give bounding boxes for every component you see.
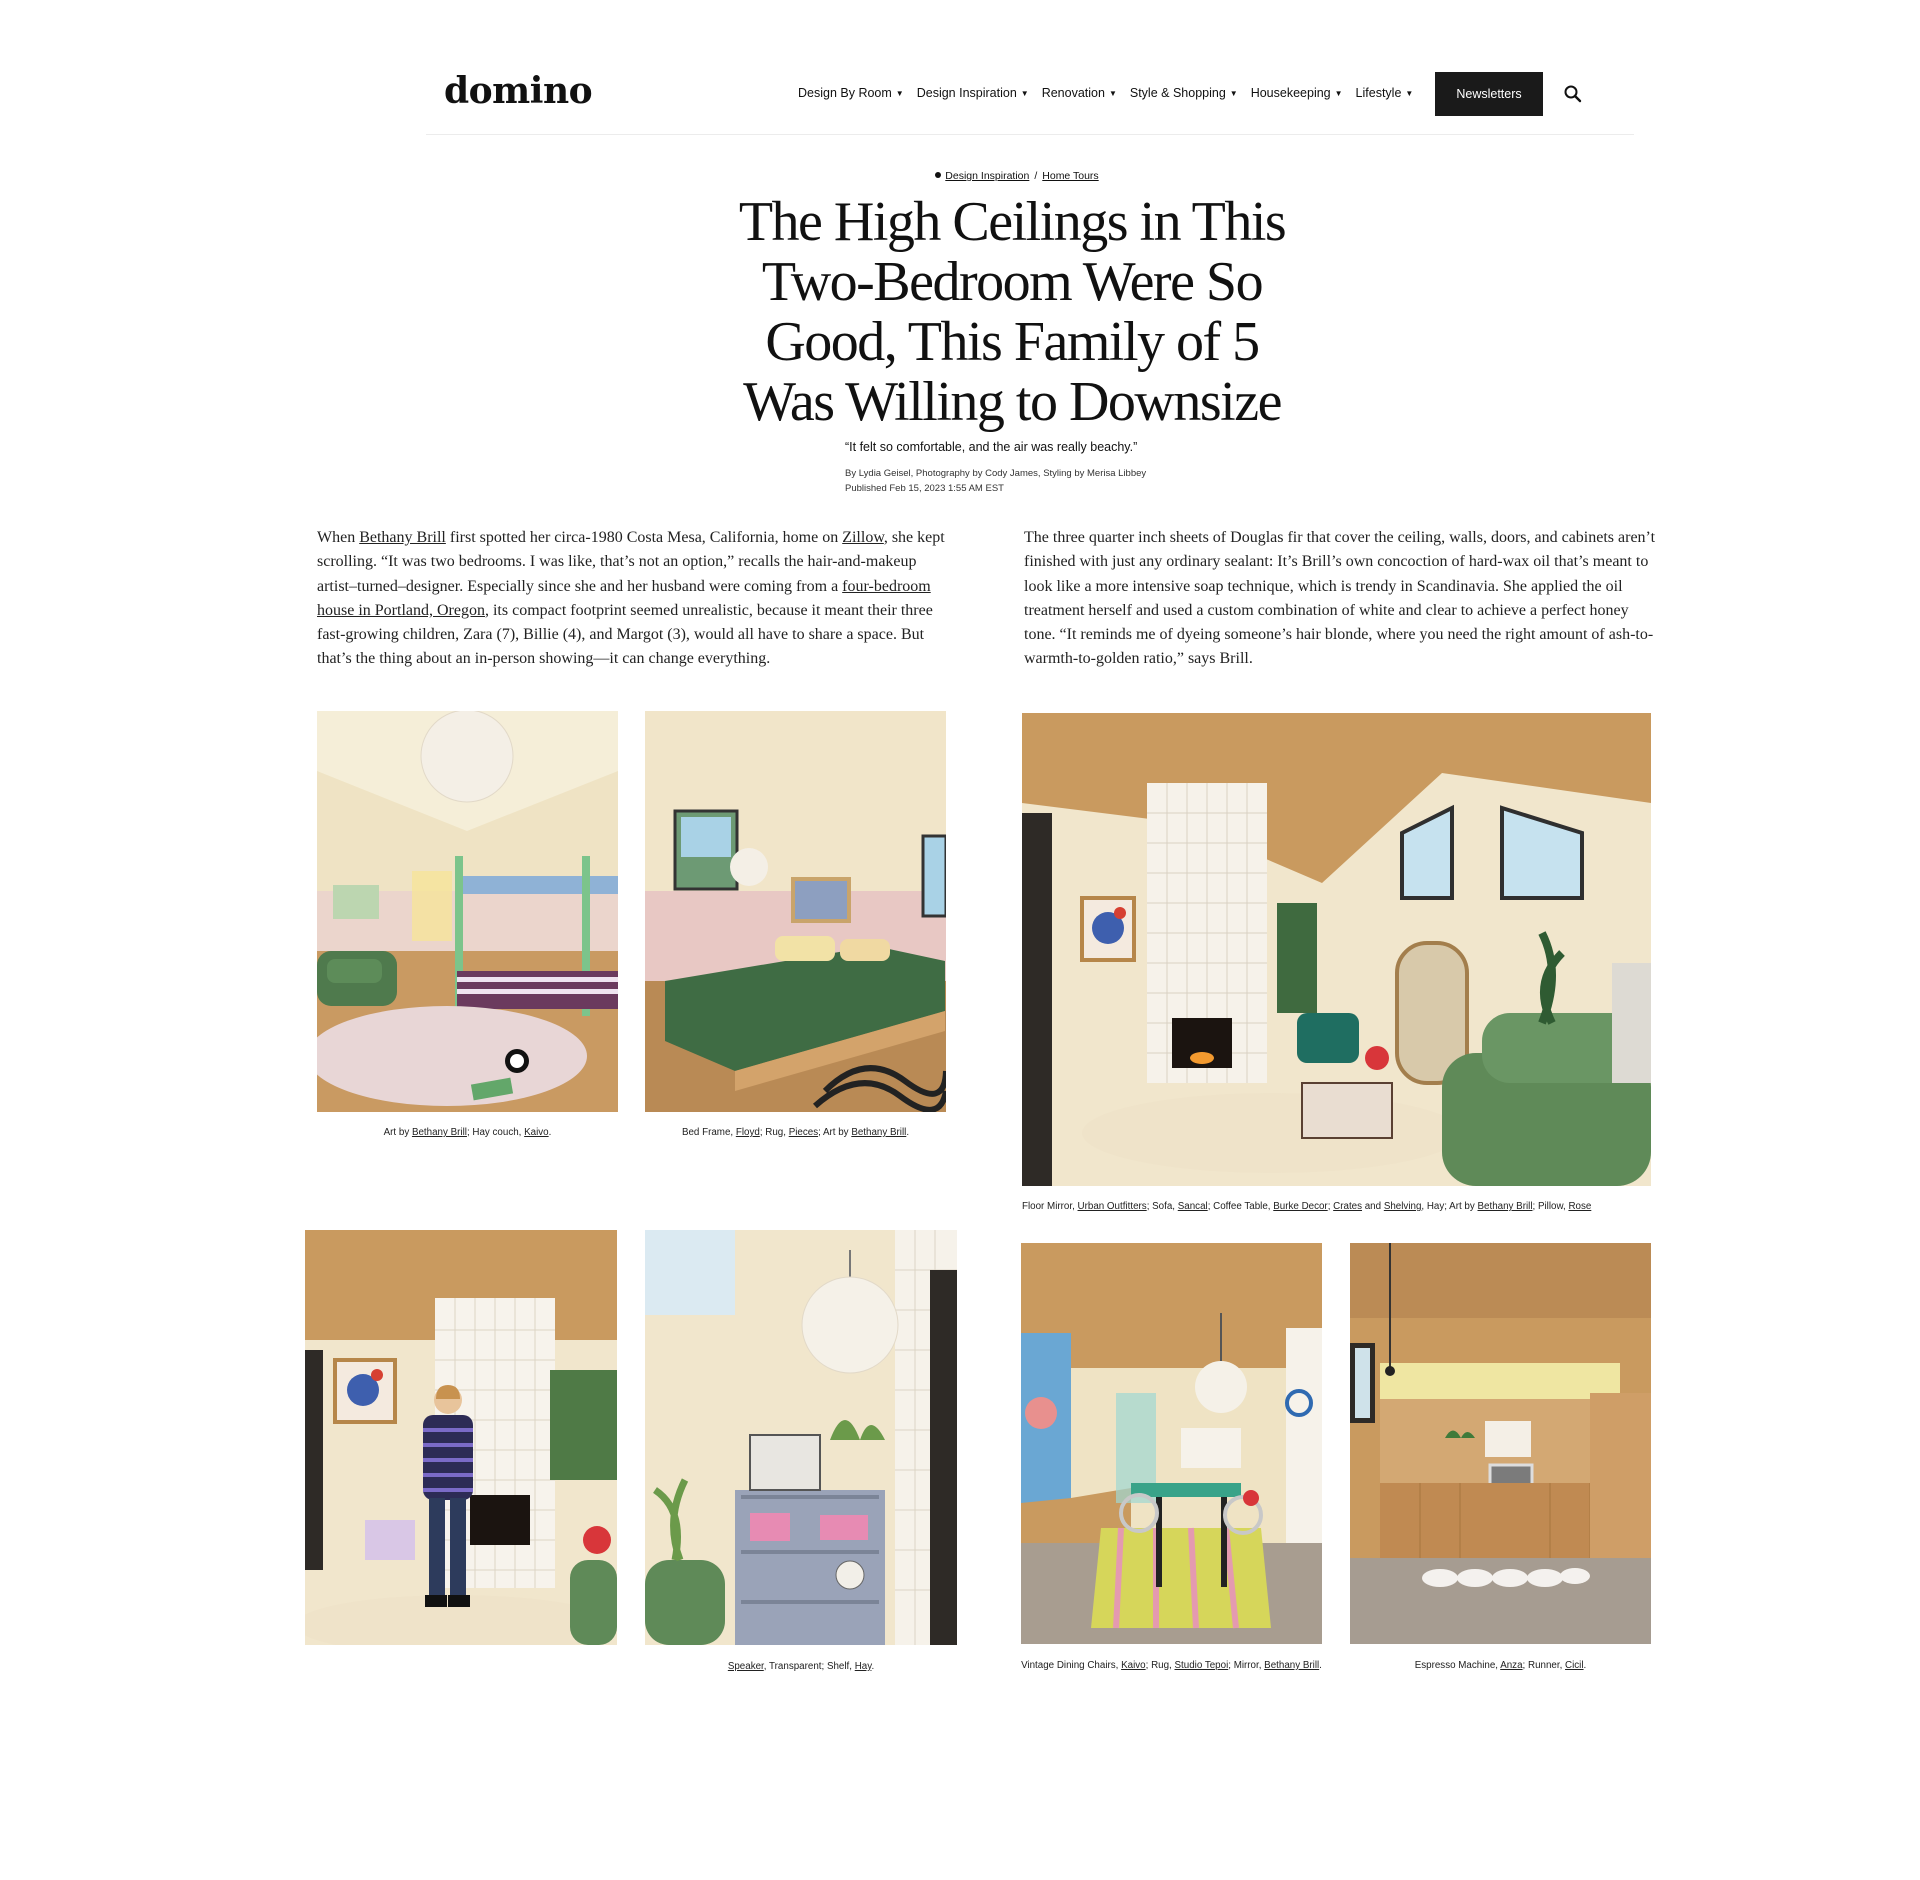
caption-text: Espresso Machine, [1414,1660,1501,1671]
body-paragraph-1: When Bethany Brill first spotted her circa-1980 Costa Mesa, California, home on Zillow, she kept scrolling. “It was two bedrooms. I was like, that’s not an option,” recalls the hair-and-makeup artist–turned–designer. Especially since she and her husband were coming from a four-bedroom house in Portland, Oregon, its compact footprint seemed unrealistic, because it meant their three fast-growing children, Zara (7), Billie (4), and Margot (3), would all have to share a space. But that’s the thing about an in-person showing—it can change everything. [317,529,945,668]
caption-link[interactable]: Anza [1500,1660,1523,1671]
byline: By Lydia Geisel, Photography by Cody James, Styling by Merisa Libbey Published Feb 15, 2023 1:55 AM EST [845,468,1147,494]
caption-text: ; Rug, [1145,1660,1175,1671]
caption-link[interactable]: Kaivo [1121,1660,1146,1671]
caption-link[interactable]: Cicil [1565,1660,1584,1671]
caption-kids-room [317,1126,618,1140]
caption-text: . [1583,1660,1587,1671]
caption-shelf [645,1660,957,1674]
link-bethany-brill[interactable]: Bethany Brill [359,529,446,546]
photo-living-room[interactable] [1022,713,1651,1186]
nav-renovation[interactable]: Renovation ▼ [1041,86,1117,100]
caption-text: ; Art by [818,1127,852,1138]
caption-link[interactable]: Crates [1333,1201,1363,1212]
photo-shelf[interactable] [645,1230,957,1645]
caption-link[interactable]: Urban Outfitters [1077,1201,1147,1212]
search-icon[interactable] [1562,83,1584,105]
nav-design-by-room[interactable]: Design By Room ▼ [798,86,904,100]
caption-link[interactable]: Sancal [1177,1201,1208,1212]
photo-bedroom[interactable] [645,711,946,1112]
caption-link[interactable]: Kaivo [524,1127,549,1138]
caption-text: . [906,1127,910,1138]
caption-bedroom [645,1126,946,1140]
caret-down-icon: ▼ [1108,89,1117,98]
caption-text: Floor Mirror, [1022,1201,1078,1212]
caption-kitchen [1350,1659,1651,1673]
caption-text: Bed Frame, [681,1127,736,1138]
breadcrumb: Design Inspiration / Home Tours [0,170,1920,182]
caption-living-room [1022,1200,1651,1214]
logo[interactable]: domino [444,70,593,112]
caret-down-icon: ▼ [1229,89,1238,98]
link-portland-house[interactable]: four-bedroom house in Portland, Oregon [317,577,931,619]
caption-text: ; Hay couch, [466,1127,525,1138]
caption-link[interactable]: Hay [854,1661,872,1672]
caption-text: ; Sofa, [1146,1201,1178,1212]
caption-text: ; Coffee Table, [1207,1201,1274,1212]
nav-lifestyle[interactable]: Lifestyle ▼ [1355,86,1414,100]
caption-text: , Transparent; Shelf, [763,1661,855,1672]
caption-text: ; Rug, [759,1127,789,1138]
breadcrumb-home-tours[interactable]: Home Tours [1042,170,1099,182]
caption-link[interactable]: Floyd [735,1127,760,1138]
newsletters-button[interactable]: Newsletters [1435,72,1543,116]
caption-link[interactable]: Bethany Brill [1264,1660,1320,1671]
caption-link[interactable]: Studio Tepoi [1174,1660,1229,1671]
caption-text: . [1319,1660,1322,1671]
photo-kitchen[interactable] [1350,1243,1651,1644]
caret-down-icon: ▼ [895,89,904,98]
nav-style-shopping[interactable]: Style & Shopping ▼ [1129,86,1238,100]
header-divider [426,134,1634,135]
caption-link[interactable]: Pieces [788,1127,819,1138]
article-dek: “It felt so comfortable, and the air was really beachy.” [845,440,1138,454]
caption-text: ; [1327,1201,1334,1212]
caption-link[interactable]: Bethany Brill [851,1127,907,1138]
link-zillow[interactable]: Zillow [842,529,884,546]
caption-text: Vintage Dining Chairs, [1021,1660,1122,1671]
caption-text: ; Mirror, [1228,1660,1265,1671]
caret-down-icon: ▼ [1334,89,1343,98]
caption-text: , Hay; Art by [1421,1201,1478,1212]
caption-text: and [1362,1201,1384,1212]
caption-link[interactable]: Bethany Brill [411,1127,467,1138]
nav-design-inspiration[interactable]: Design Inspiration ▼ [916,86,1029,100]
caption-text: . [871,1661,875,1672]
body-paragraph-2: The three quarter inch sheets of Douglas fir that cover the ceiling, walls, doors, and cabinets aren’t finished with just any ordinary sealant: It’s Brill’s own concoction of hard-wax oil that’s meant to look like a more intensive soap technique, which is trendy in Scandinavia. She applied the oil treatment herself and used a custom combination of white and clear to achieve a perfect honey tone. “It reminds me of dyeing someone’s hair blonde, where you need the right amount of ash-to-warmth-to-golden ratio,” says Brill. [1024,529,1656,668]
caption-text: ; Runner, [1522,1660,1566,1671]
page-title: The High Ceilings in This Two-Bedroom Were So Good, This Family of 5 Was Willing to Downsize [738,191,1286,433]
breadcrumb-design-inspiration[interactable]: Design Inspiration [945,170,1030,182]
caption-text: . [548,1127,552,1138]
caret-down-icon: ▼ [1405,89,1414,98]
caption-text: Art by [383,1127,412,1138]
photo-kids-room[interactable] [317,711,618,1112]
caret-down-icon: ▼ [1020,89,1029,98]
caption-link[interactable]: Bethany Brill [1477,1201,1533,1212]
main-nav [798,86,1426,100]
nav-housekeeping[interactable]: Housekeeping ▼ [1250,86,1343,100]
caption-link[interactable]: Shelving [1383,1201,1422,1212]
caption-text: ; Pillow, [1532,1201,1569,1212]
caption-link[interactable]: Speaker [727,1661,764,1672]
bullet-icon [935,172,941,178]
caption-dining [1021,1659,1322,1673]
photo-person-fireplace[interactable] [305,1230,617,1645]
photo-dining[interactable] [1021,1243,1322,1644]
caption-link[interactable]: Rose [1568,1201,1592,1212]
caption-link[interactable]: Burke Decor [1273,1201,1328,1212]
